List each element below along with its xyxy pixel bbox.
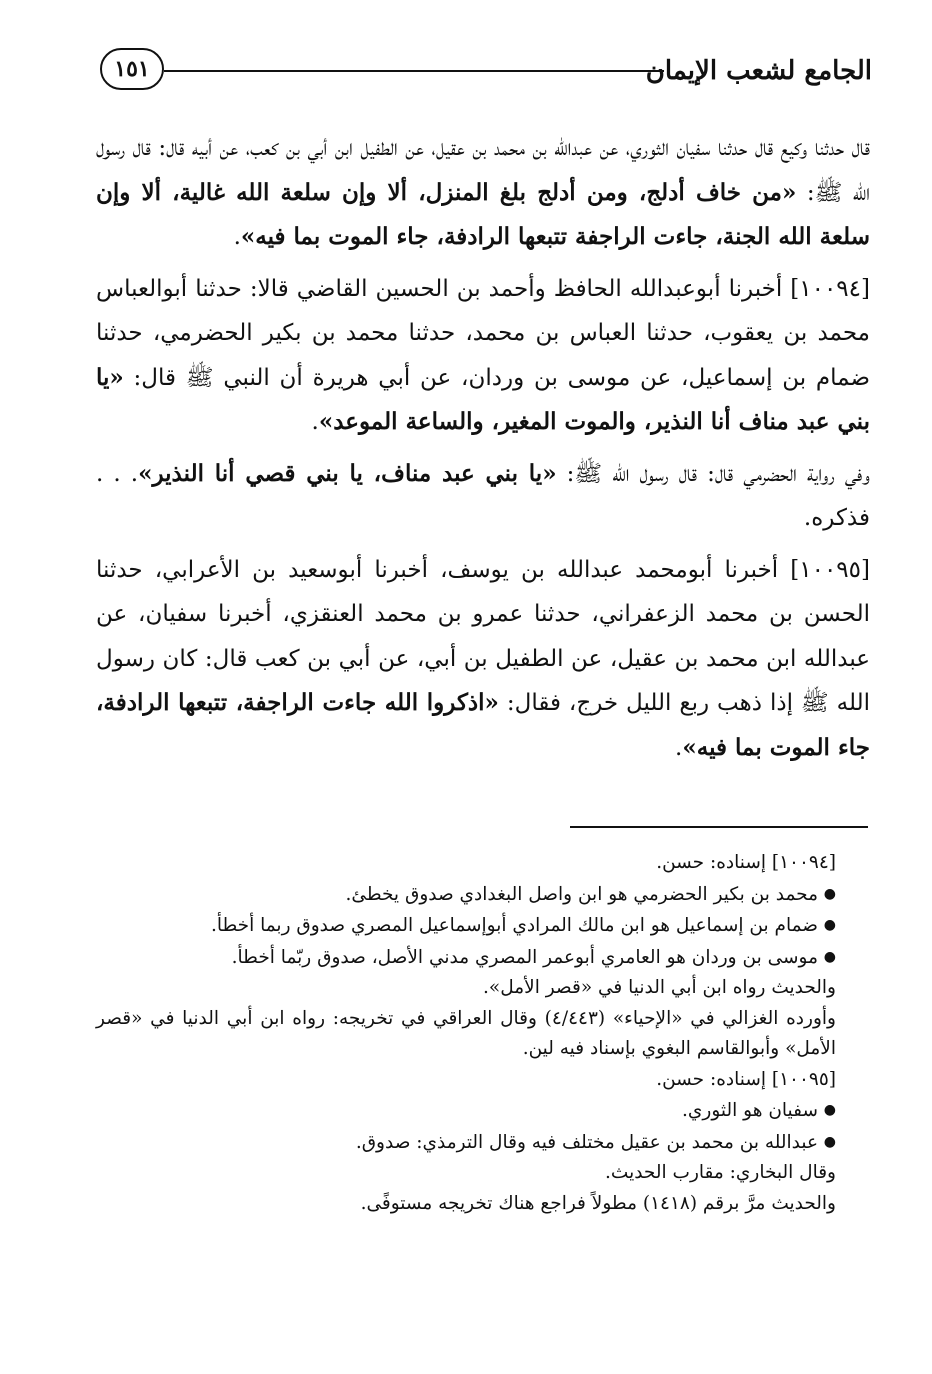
paragraph-4-end: .	[675, 734, 683, 761]
paragraph-2-hadith: «يا بني عبد مناف أنا النذير، والموت المغير، والساعة الموعد»	[96, 363, 870, 435]
page-header	[100, 44, 872, 96]
footnote-1-note-1: والحديث رواه ابن أبي الدنيا في «قصر الأمل».	[483, 977, 836, 998]
bullet-icon: ●	[823, 885, 836, 902]
paragraph-2	[96, 267, 870, 445]
footnote-2-note-1: وقال البخاري: مقارب الحديث.	[605, 1162, 836, 1183]
paragraph-1-hadith: «من خاف أدلج، ومن أدلج بلغ المنزل، ألا وإن سلعة الله غالية، ألا وإن سلعة الله الجنة، جاءت الراجفة تتبعها الرادفة، جاء الموت بما فيه»	[96, 178, 870, 250]
paragraph-2-chain: [١٠٠٩٤] أخبرنا أبوعبدالله الحافظ وأحمد بن الحسين القاضي قالا: حدثنا أبوالعباس محمد بن يعقوب، حدثنا العباس بن محمد، حدثنا محمد بن بكير الحضرمي، حدثنا ضمام بن إسماعيل، عن موسى بن وردان، عن أبي هريرة أن النبي ﷺ قال:	[96, 275, 870, 391]
footnote-1-note-2: وأورده الغزالي في «الإحياء» (٤/٤٤٣) وقال العراقي في تخريجه: رواه ابن أبي الدنيا في «قصر الأمل» وأبوالقاسم البغوي بإسناد فيه لين.	[96, 1007, 836, 1059]
book-title: الجامع لشعب الإيمان	[645, 56, 872, 86]
paragraph-3	[96, 452, 870, 541]
bullet-icon: ●	[823, 1102, 836, 1118]
paragraph-1-end: .	[233, 224, 241, 250]
footnote-1-bullet-1: ●محمد بن بكير الحضرمي هو ابن واصل البغدادي صدوق يخطئ.	[96, 879, 836, 911]
footnote-2-heading: [١٠٠٩٥] إسناده: حسن.	[656, 1068, 836, 1090]
footnote-separator	[570, 826, 868, 828]
bullet-icon: ●	[823, 948, 836, 965]
paragraph-4	[96, 548, 870, 771]
bullet-icon: ●	[823, 1133, 836, 1150]
paragraph-3-hadith: «يا بني عبد مناف، يا بني قصي أنا النذير»	[138, 459, 557, 487]
main-text	[96, 126, 870, 777]
footnote-2-bullet-2: ●عبدالله بن محمد بن عقيل مختلف فيه وقال الترمذي: صدوق.	[96, 1127, 836, 1159]
footnotes	[96, 848, 836, 1219]
page-number: ١٥١	[100, 48, 164, 90]
footnote-1-bullet-2: ●ضمام بن إسماعيل هو ابن مالك المرادي أبوإسماعيل المصري صدوق ربما أخطأ.	[96, 910, 836, 942]
footnote-1-bullet-3: ●موسى بن وردان هو العامري أبوعمر المصري مدني الأصل، صدوق ربّما أخطأ.	[96, 942, 836, 974]
paragraph-3-chain: وفي رواية الحضرمي قال: قال رسول الله ﷺ:	[556, 460, 870, 487]
paragraph-4-chain: [١٠٠٩٥] أخبرنا أبومحمد عبدالله بن يوسف، أخبرنا أبوسعيد بن الأعرابي، حدثنا الحسن بن محمد الزعفراني، حدثنا عمرو بن محمد العنقزي، أخبرنا سفيان، عن عبدالله ابن محمد بن عقيل، عن الطفيل بن أبي، عن أبي بن كعب قال: كان رسول الله ﷺ إذا ذهب ربع الليل خرج، فقال:	[96, 556, 870, 716]
header-rule	[164, 70, 664, 72]
paragraph-3-end: . . . فذكره.	[96, 460, 870, 531]
footnote-2-note-2: والحديث مرَّ برقم (١٤١٨) مطولاً فراجع هناك تخريجه مستوفًى.	[360, 1192, 836, 1214]
paragraph-2-end: .	[311, 409, 319, 435]
paragraph-1	[96, 126, 870, 260]
footnote-2-bullet-1: ●سفيان هو الثوري.	[96, 1095, 836, 1127]
bullet-icon: ●	[823, 917, 836, 933]
paragraph-1-chain: قال حدثنا وكيع قال حدثنا سفيان الثوري، عن عبدالله بن محمد بن عقيل، عن الطفيل ابن أبي بن كعب، عن أبيه قال: قال رسول الله ﷺ:	[96, 135, 870, 206]
paragraph-4-hadith: «اذكروا الله جاءت الراجفة، تتبعها الرادفة، جاء الموت بما فيه»	[96, 689, 870, 761]
footnote-1-heading: [١٠٠٩٤] إسناده: حسن.	[656, 852, 836, 873]
